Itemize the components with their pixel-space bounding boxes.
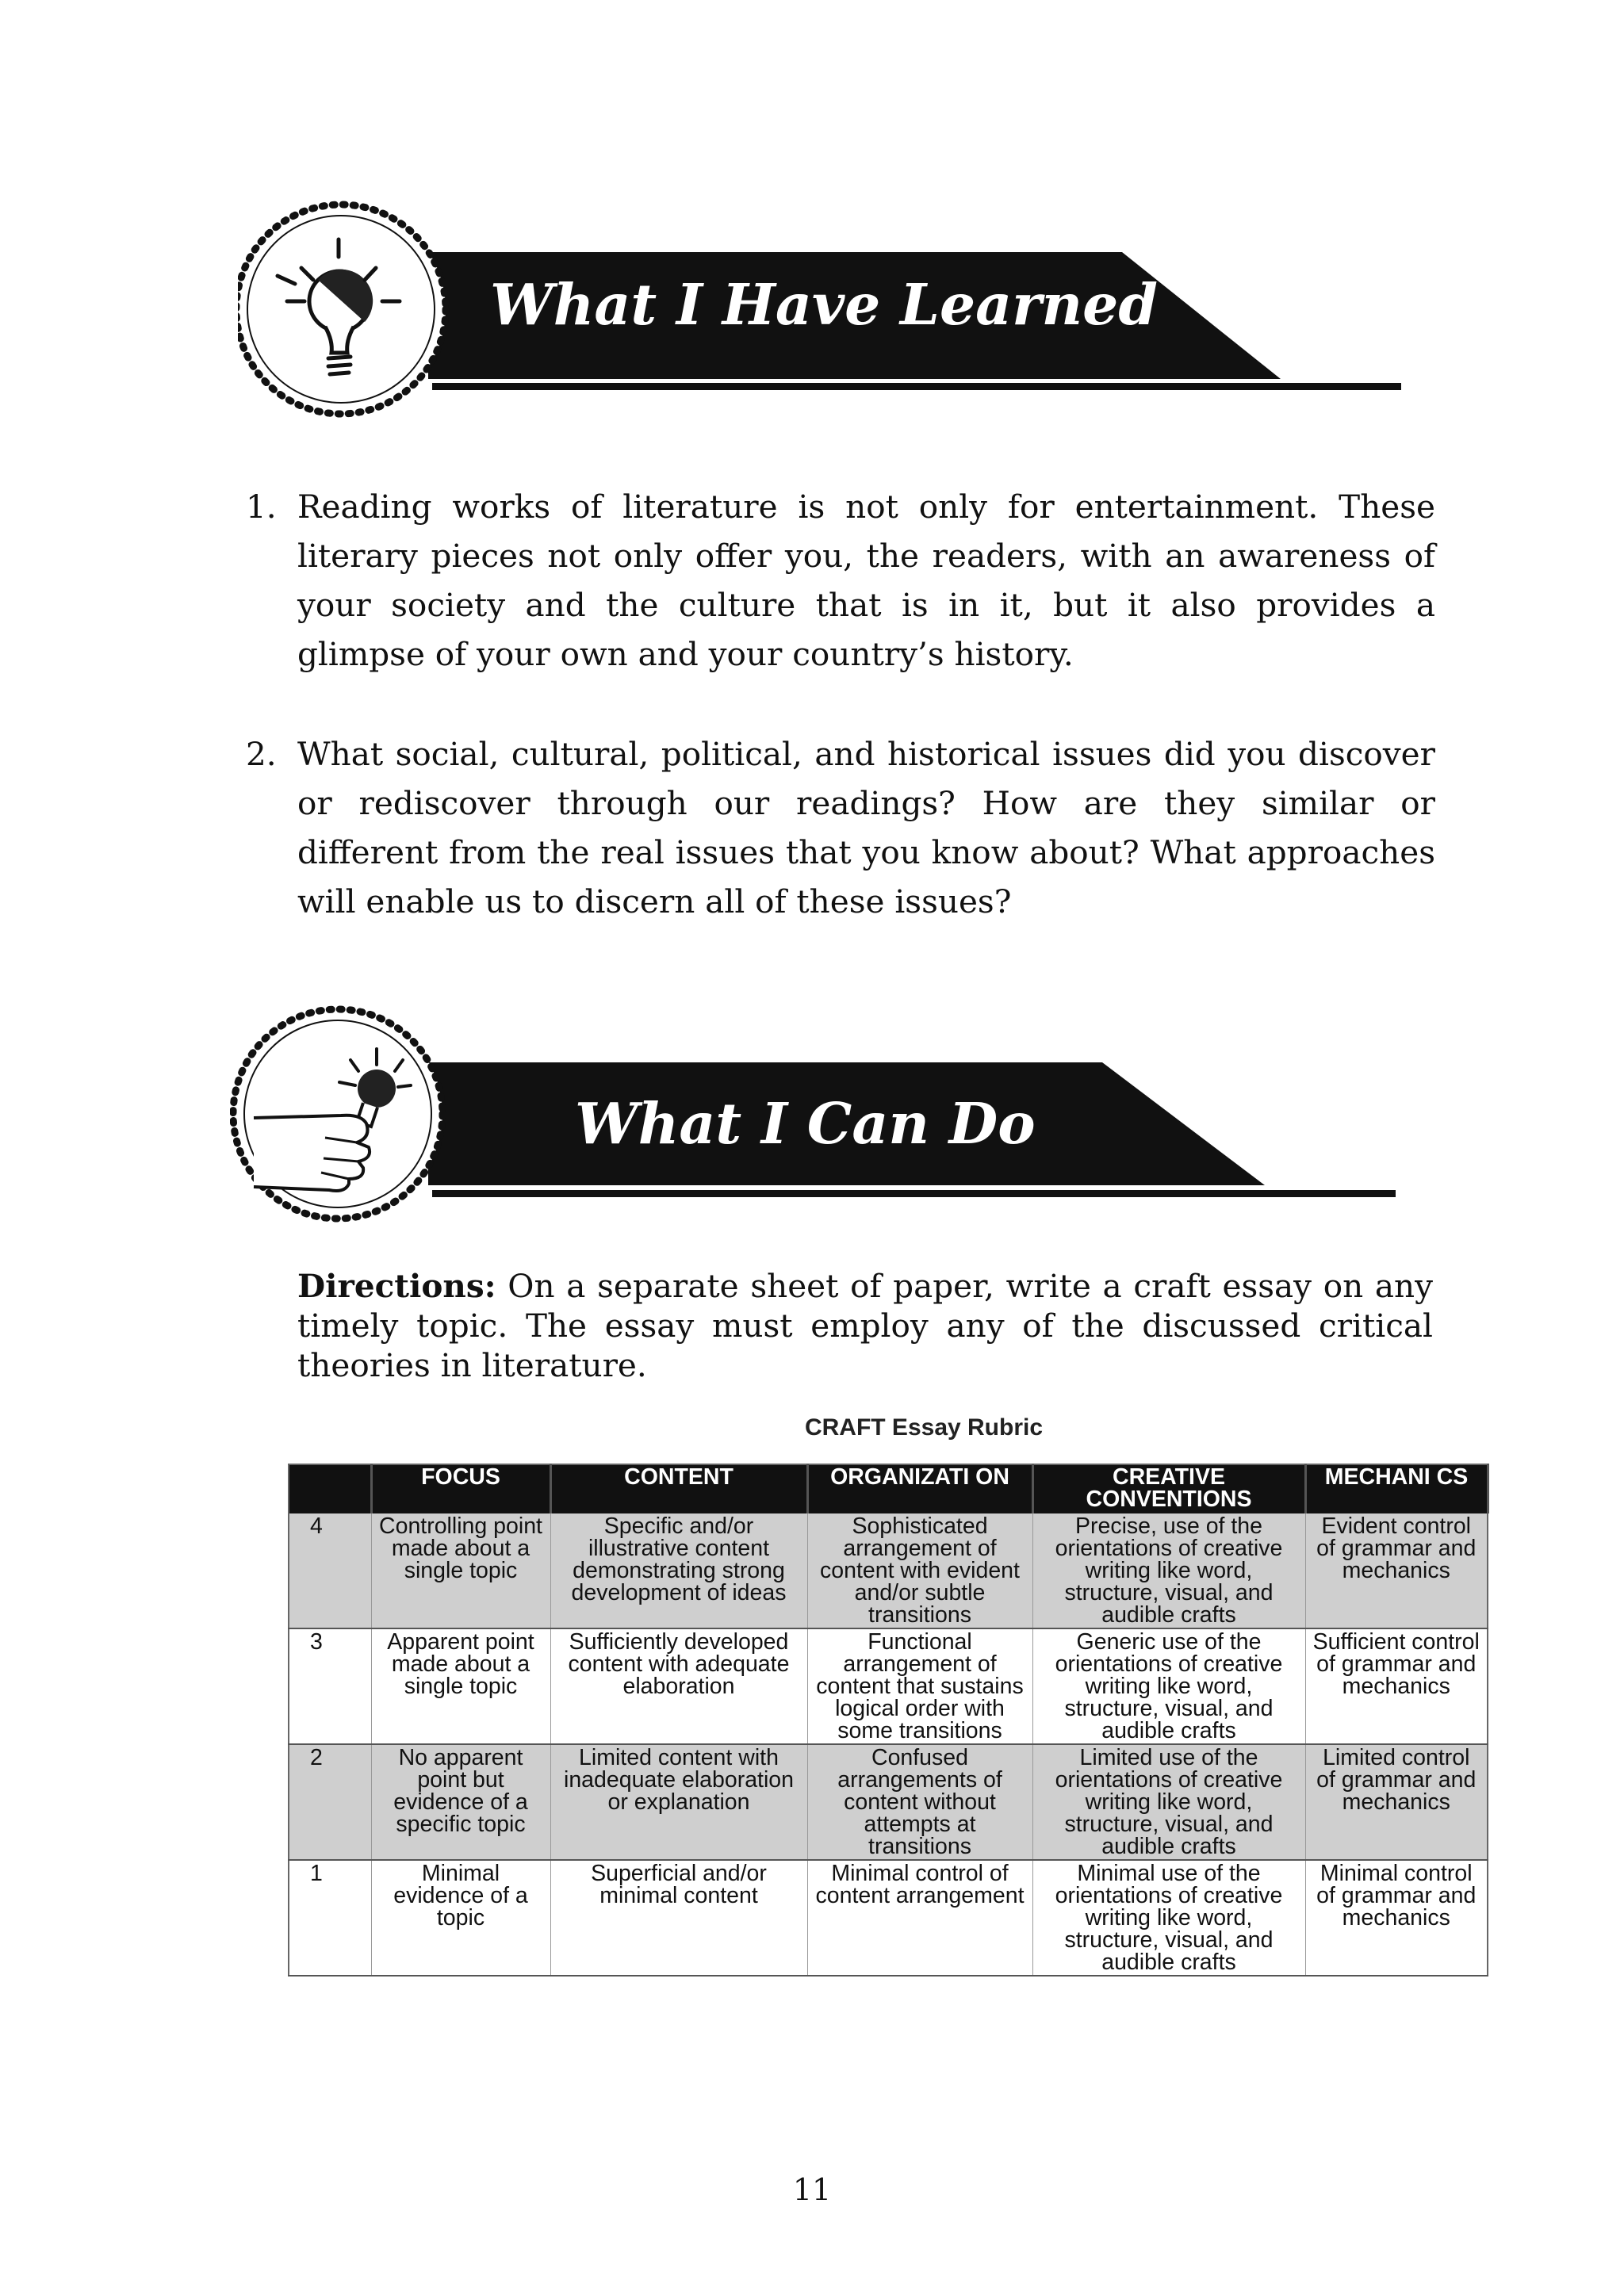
- table-cell: Sufficiently developed content with adequate elaboration: [550, 1628, 807, 1744]
- list-item: [246, 482, 1435, 679]
- column-header: MECHANI CS: [1305, 1464, 1488, 1513]
- table-row: [289, 1744, 1488, 1860]
- directions-text: On a separate sheet of paper, write a craft essay on any timely topic. The essay must employ any of the discussed critical theories in literature.: [297, 1267, 1433, 1384]
- rubric-table-container: [288, 1464, 1487, 1976]
- table-cell: Limited use of the orientations of creative writing like word, structure, visual, and audible crafts: [1032, 1744, 1305, 1860]
- table-cell: Apparent point made about a single topic: [371, 1628, 550, 1744]
- column-header: [289, 1464, 371, 1513]
- rubric-table: [288, 1464, 1489, 1976]
- table-cell: Minimal control of grammar and mechanics: [1305, 1860, 1488, 1976]
- table-row: [289, 1513, 1488, 1628]
- score-cell: 1: [289, 1860, 371, 1976]
- table-cell: Sophisticated arrangement of content with evident and/or subtle transitions: [807, 1513, 1032, 1628]
- table-cell: Specific and/or illustrative content demonstrating strong development of ideas: [550, 1513, 807, 1628]
- table-cell: Limited content with inadequate elaboration or explanation: [550, 1744, 807, 1860]
- section-banner-what-i-can-do: [230, 1003, 1427, 1241]
- score-cell: 3: [289, 1628, 371, 1744]
- table-cell: No apparent point but evidence of a specific topic: [371, 1744, 550, 1860]
- column-header: CREATIVE CONVENTIONS: [1032, 1464, 1305, 1513]
- column-header: CONTENT: [550, 1464, 807, 1513]
- score-cell: 2: [289, 1744, 371, 1860]
- list-number: 2.: [246, 735, 277, 773]
- directions-paragraph: [297, 1266, 1433, 1385]
- section-banner-what-i-have-learned: [238, 190, 1427, 428]
- list-text: Reading works of literature is not only for entertainment. These literary pieces not only offer you, the readers, with an awareness of your society and the culture that is in it, but it also provides a glimpse of your own and your country’s history.: [297, 488, 1435, 673]
- column-header: ORGANIZATI ON: [807, 1464, 1032, 1513]
- table-cell: Sufficient control of grammar and mechanics: [1305, 1628, 1488, 1744]
- section-title: What I Have Learned: [490, 271, 1158, 338]
- table-cell: Minimal use of the orientations of creative writing like word, structure, visual, and audible crafts: [1032, 1860, 1305, 1976]
- table-cell: Superficial and/or minimal content: [550, 1860, 807, 1976]
- column-header: FOCUS: [371, 1464, 550, 1513]
- rubric-title: CRAFT Essay Rubric: [804, 1414, 1044, 1441]
- table-header-row: [289, 1464, 1488, 1513]
- directions-label: Directions:: [297, 1267, 496, 1305]
- table-cell: Evident control of grammar and mechanics: [1305, 1513, 1488, 1628]
- score-cell: 4: [289, 1513, 371, 1628]
- table-cell: Limited control of grammar and mechanics: [1305, 1744, 1488, 1860]
- list-number: 1.: [246, 488, 277, 526]
- table-cell: Confused arrangements of content without attempts at transitions: [807, 1744, 1032, 1860]
- table-cell: Functional arrangement of content that sustains logical order with some transitions: [807, 1628, 1032, 1744]
- table-cell: Minimal evidence of a topic: [371, 1860, 550, 1976]
- table-cell: Controlling point made about a single topic: [371, 1513, 550, 1628]
- table-row: [289, 1860, 1488, 1976]
- table-row: [289, 1628, 1488, 1744]
- table-cell: Generic use of the orientations of creative writing like word, structure, visual, and audible crafts: [1032, 1628, 1305, 1744]
- table-cell: Precise, use of the orientations of creative writing like word, structure, visual, and audible crafts: [1032, 1513, 1305, 1628]
- list-item: [246, 729, 1435, 926]
- table-cell: Minimal control of content arrangement: [807, 1860, 1032, 1976]
- section-title: What I Can Do: [575, 1090, 1036, 1157]
- list-text: What social, cultural, political, and historical issues did you discover or rediscover through our readings? How are they similar or different from the real issues that you know about? What approaches will enable us to discern all of these issues?: [297, 735, 1435, 920]
- page-number: 11: [792, 2172, 832, 2207]
